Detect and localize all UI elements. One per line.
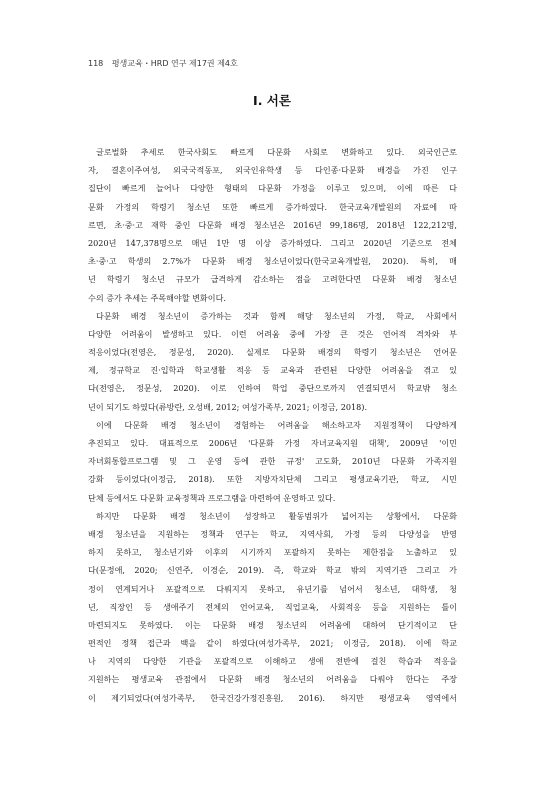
text-line: 적응이었다(전영은, 정문성, 2020). 실제로 다문화 배경의 학령기 청소년은 언어문: [88, 347, 457, 358]
text-line: 집단이 빠르게 늘어나 다양한 형태의 다문화 가정을 이루고 있으며, 이에 따른 다: [88, 183, 457, 194]
text-line: 추진되고 있다. 대표적으로 2006년 '다문화 가정 자녀교육지원 대책', 2009년 '이민: [88, 438, 457, 448]
text-line: 년, 직장인 등 생애주기 전체의 언어교육, 직업교육, 사회적응 등을 지원하는 틀이: [88, 601, 457, 612]
text-line: 하지만 다문화 배경 청소년이 성장하고 활동범위가 넓어지는 상황에서, 다문화: [96, 510, 457, 521]
text-line: 2020년 147,378명으로 매년 1만 명 이상 증가하였다. 그리고 2020년 기준으로 전체: [88, 237, 457, 248]
text-line: 이에 다문화 배경 청소년이 경험하는 어려움을 해소하고자 지원정책이 다양하게: [96, 419, 457, 430]
running-header: [88, 58, 238, 69]
text-line: 편적인 정책 접근과 백을 같이 하였다(여성가족부, 2021; 이정금, 2018). 이에 학교: [88, 638, 457, 649]
text-line: 년 학령기 청소년 규모가 급격하게 감소하는 점을 고려한다면 다문화 배경 청소년: [88, 274, 457, 285]
text-line: 초·중·고 학생의 2.7%가 다문화 배경 청소년이었다(한국교육개발원, 2020). 특히, 매: [88, 256, 457, 267]
section-title: Ⅰ. 서론: [253, 93, 291, 108]
text-line: 단체 등에서도 다문화 교육정책과 프로그램을 마련하여 운영하고 있다.: [88, 492, 336, 503]
text-line: 문화 가정의 학령기 청소년 또한 빠르게 증가하였다. 한국교육개발원의 자료에 따: [88, 201, 457, 212]
journal-title: 평생교육・HRD 연구 제17권 제4호: [111, 59, 238, 68]
text-line: 다양한 어려움이 발생하고 있다. 이런 어려움 중에 가장 큰 것은 언어적 격차와 부: [88, 328, 457, 339]
text-line: 마련되지도 못하였다. 이는 다문화 배경 청소년의 어려움에 대하여 단기적이고 단: [88, 619, 457, 630]
text-line: 하지 못하고, 청소년기와 이후의 시기까지 포괄하지 못하는 제한점을 노출하고 있: [88, 547, 457, 558]
text-line: 글로벌화 추세로 한국사회도 빠르게 다문화 사회로 변화하고 있다. 외국인근로: [96, 147, 457, 157]
text-line: 자녀회통합프로그램 및 그 운영 등에 관한 규정' 고도화, 2010년 다문화 가족지원: [88, 456, 457, 467]
text-line: 지원하는 평생교육 관점에서 다문화 배경 청소년의 어려움을 다뤄야 한다는 주장: [88, 674, 457, 685]
text-line: 이 제기되었다(여성가족부, 한국건강가정진흥원, 2016). 하지만 평생교육 영역에서: [88, 692, 457, 703]
text-line: 다(문정애, 2020; 신연주, 이경순, 2019). 즉, 학교와 학교 밖의 지역기관 그리고 가: [88, 565, 457, 576]
text-line: 정이 연계되거나 포괄적으로 다뤄지지 못하고, 유년기를 넘어서 청소년, 대학생, 청: [88, 583, 457, 594]
text-line: 강화 등이었다(이정금, 2018). 또한 지방자치단체 그리고 평생교육기관, 학교, 시민: [88, 474, 457, 485]
page-number: 118: [88, 59, 104, 68]
text-line: 배경 청소년을 지원하는 정책과 연구는 학교, 지역사회, 가정 등의 다양성을 반영: [88, 528, 457, 539]
text-line: 년이 되기도 하였다(류방란, 오성배, 2012; 여성가족부, 2021; 이정금, 2018).: [88, 401, 368, 412]
text-line: 제, 정규학교 진·입학과 학교생활 적응 등 교육과 관련된 다양한 어려움을 겪고 있: [88, 365, 457, 376]
text-line: 르면, 초·중·고 재학 중인 다문화 배경 청소년은 2016년 99,186명, 2018년 122,212명,: [88, 219, 457, 230]
text-line: 다(전영은, 정문성, 2020). 이로 인하여 학업 중단으로까지 연결되면서 학교밖 청소: [88, 383, 457, 394]
text-line: 나 지역의 다양한 기관을 포괄적으로 이해하고 생애 전반에 걸친 학습과 적응을: [88, 656, 457, 667]
body-text: [88, 143, 457, 707]
text-line: 자, 결혼이주여성, 외국국적동포, 외국인유학생 등 다인종·다문화 배경을 가진 인구: [88, 165, 457, 176]
text-line: 다문화 배경 청소년이 증가하는 것과 함께 해당 청소년의 가정, 학교, 사회에서: [96, 310, 457, 321]
text-line: 수의 증가 추세는 주목해야할 변화이다.: [88, 292, 226, 303]
